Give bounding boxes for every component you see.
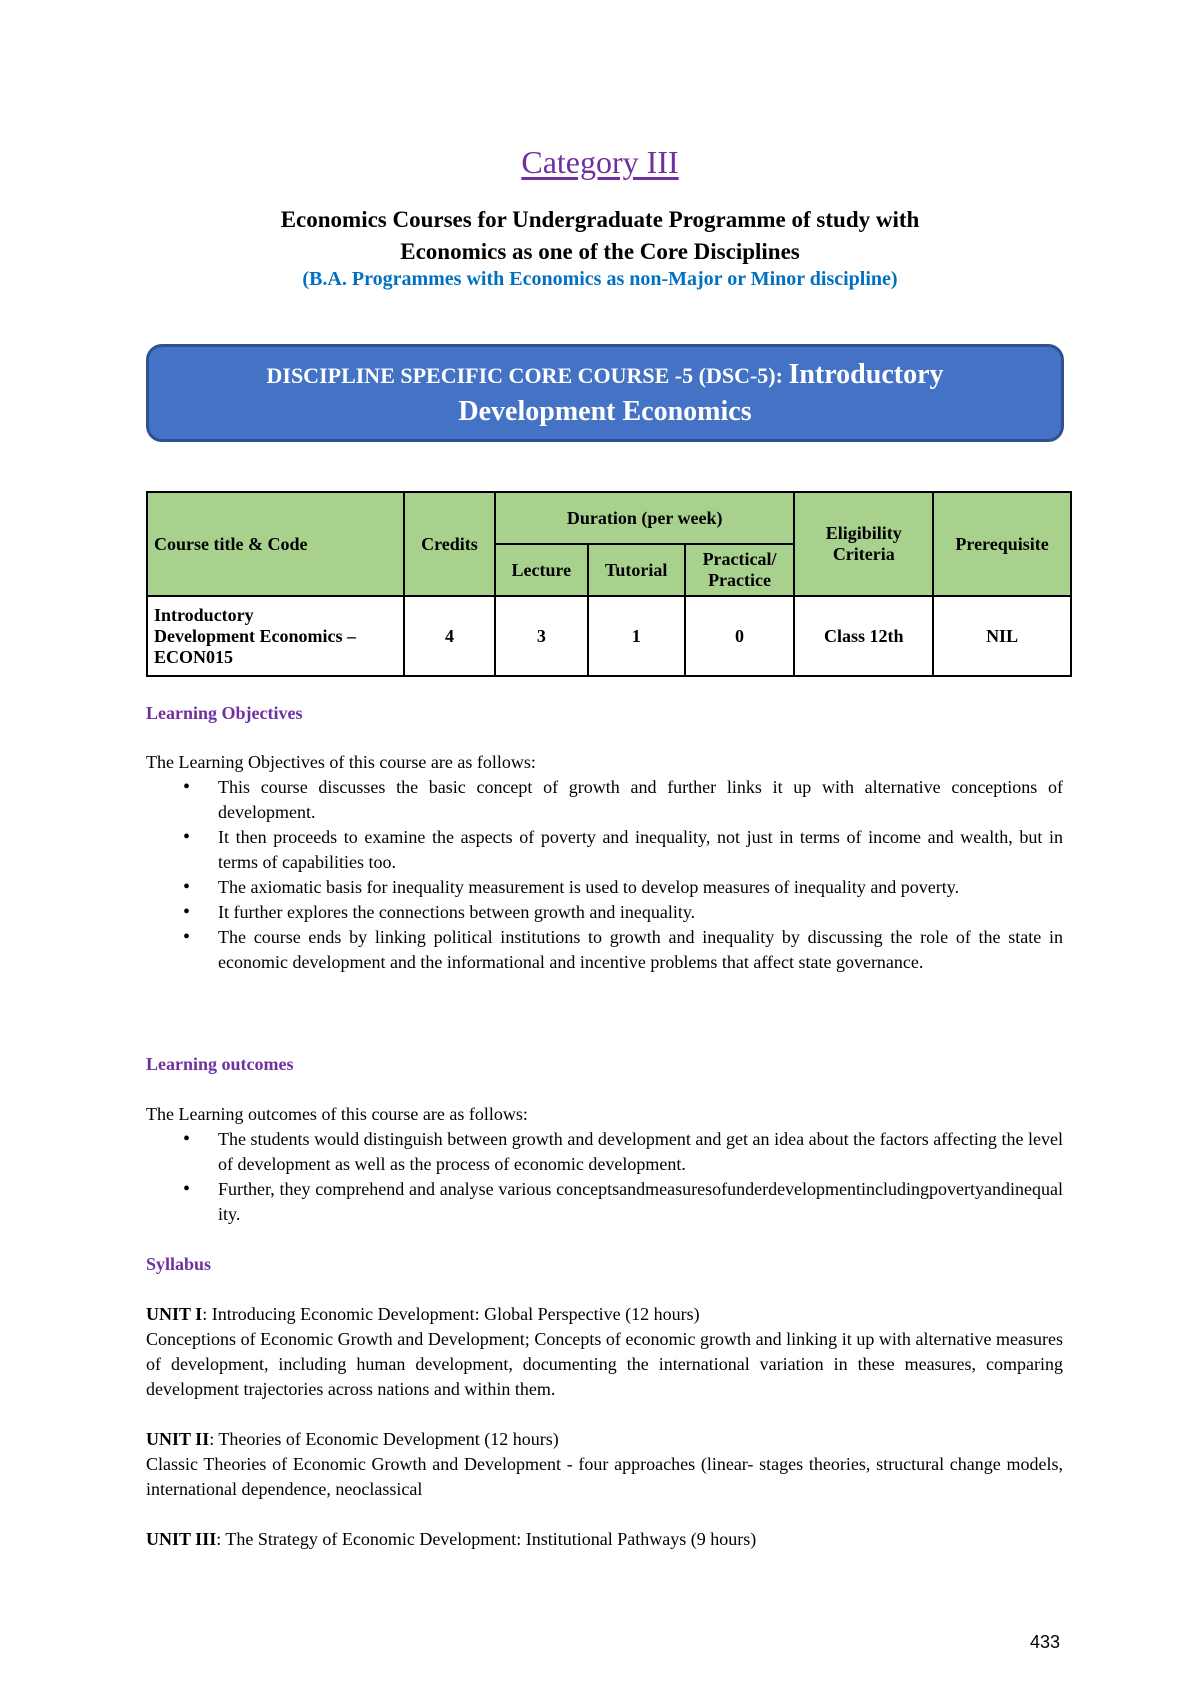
- outcomes-intro: The Learning outcomes of this course are as follows:: [146, 1104, 528, 1124]
- banner-prefix: DISCIPLINE SPECIFIC CORE COURSE -5 (DSC-5):: [266, 362, 789, 388]
- category-title: Category III: [521, 144, 679, 180]
- header-course-title: Course title & Code: [147, 492, 404, 596]
- syllabus-section: [146, 1302, 1063, 1552]
- list-item: • Further, they comprehend and analyse various conceptsandmeasuresofunderdevelopmentincludingpovertyandinequality.: [146, 1177, 1063, 1227]
- header-lecture: Lecture: [495, 544, 588, 596]
- cell-course-title: Introductory Development Economics – ECON015: [147, 596, 404, 676]
- header-credits: Credits: [404, 492, 495, 596]
- unit-title: : Theories of Economic Development (12 hours): [209, 1429, 559, 1449]
- unit-title: : Introducing Economic Development: Global Perspective (12 hours): [202, 1304, 700, 1324]
- document-subtitle: [0, 204, 1200, 268]
- unit-label: UNIT I: [146, 1304, 203, 1324]
- banner-title-part1: Introductory: [788, 358, 944, 390]
- subtitle-line-1: Economics Courses for Undergraduate Programme of study with: [280, 207, 920, 232]
- unit-text: Conceptions of Economic Growth and Development; Concepts of economic growth and linking it up with alternative measures of development, including human development, documenting the international variation in these measures, comparing development trajectories across nations and within them.: [146, 1329, 1063, 1399]
- unit-1: [146, 1302, 1063, 1402]
- cell-eligibility: Class 12th: [794, 596, 933, 676]
- list-item: • The course ends by linking political institutions to growth and inequality by discussing the role of the state in economic development and the informational and incentive problems that affect state governance.: [146, 925, 1063, 975]
- objectives-section: [146, 750, 1063, 975]
- list-item: • This course discusses the basic concept of growth and further links it up with alternative conceptions of development.: [146, 775, 1063, 825]
- table-row: [147, 596, 1071, 676]
- subtitle-line-2: Economics as one of the Core Disciplines: [400, 239, 800, 264]
- unit-title: : The Strategy of Economic Development: Institutional Pathways (9 hours): [216, 1529, 757, 1549]
- outcomes-list: [146, 1127, 1063, 1227]
- header-prerequisite: Prerequisite: [933, 492, 1071, 596]
- course-banner: [146, 344, 1064, 442]
- unit-label: UNIT III: [146, 1529, 217, 1549]
- cell-practical: 0: [685, 596, 795, 676]
- banner-title-part2: Development Economics: [458, 395, 752, 427]
- list-item: • It then proceeds to examine the aspects of poverty and inequality, not just in terms of income and wealth, but in terms of capabilities too.: [146, 825, 1063, 875]
- objectives-intro: The Learning Objectives of this course are as follows:: [146, 752, 536, 772]
- programme-note: (B.A. Programmes with Economics as non-Major or Minor discipline): [302, 268, 898, 290]
- cell-credits: 4: [404, 596, 495, 676]
- header-duration: Duration (per week): [495, 492, 795, 544]
- page-number: 433: [1029, 1632, 1060, 1652]
- course-details-table: [146, 491, 1072, 677]
- syllabus-heading: Syllabus: [146, 1254, 212, 1274]
- unit-text: Classic Theories of Economic Growth and Development - four approaches (linear- stages theories, structural change models, international dependence, neoclassical: [146, 1454, 1063, 1499]
- header-practical: Practical/ Practice: [685, 544, 795, 596]
- list-item: • The students would distinguish between growth and development and get an idea about the factors affecting the level of development as well as the process of economic development.: [146, 1127, 1063, 1177]
- outcomes-heading: Learning outcomes: [146, 1054, 294, 1074]
- objectives-heading: Learning Objectives: [146, 703, 303, 723]
- header-eligibility: Eligibility Criteria: [794, 492, 933, 596]
- cell-lecture: 3: [495, 596, 588, 676]
- list-item: • The axiomatic basis for inequality measurement is used to develop measures of inequality and poverty.: [146, 875, 1063, 900]
- objectives-list: [146, 775, 1063, 975]
- cell-tutorial: 1: [588, 596, 685, 676]
- outcomes-section: [146, 1102, 1063, 1227]
- list-item: • It further explores the connections between growth and inequality.: [146, 900, 1063, 925]
- unit-label: UNIT II: [146, 1429, 210, 1449]
- unit-2: [146, 1427, 1063, 1502]
- header-tutorial: Tutorial: [588, 544, 685, 596]
- unit-3: [146, 1527, 1063, 1552]
- cell-prerequisite: NIL: [933, 596, 1071, 676]
